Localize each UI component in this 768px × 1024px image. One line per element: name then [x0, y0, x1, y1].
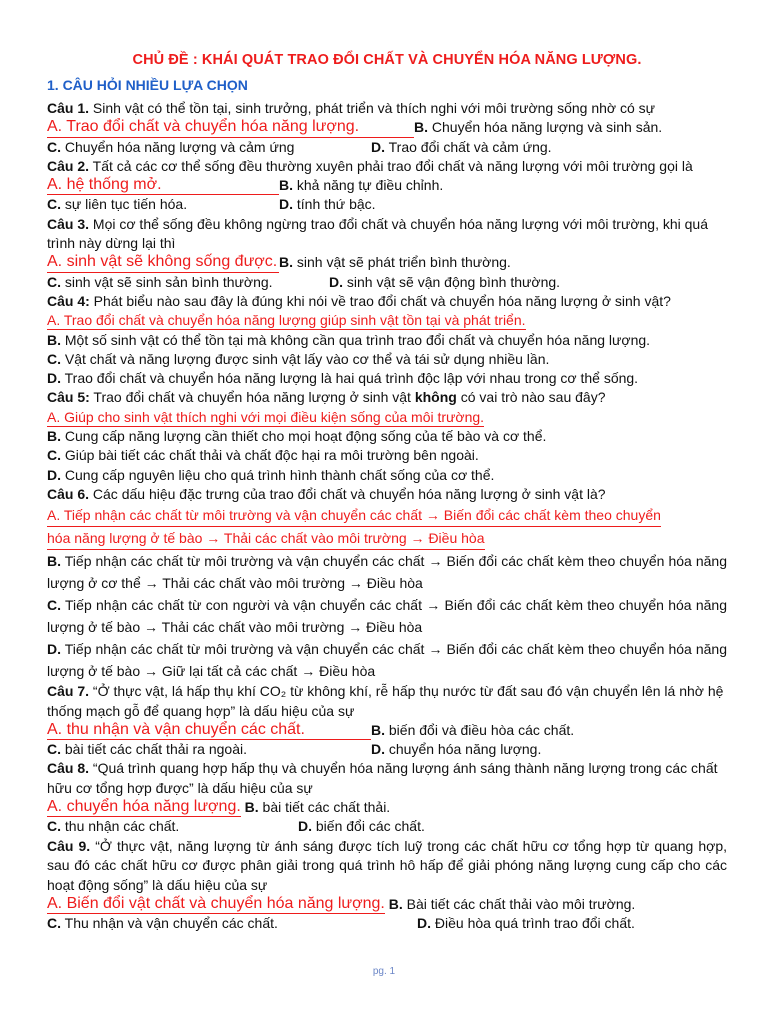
question-7-options-cd: [47, 740, 727, 759]
correct-answer: A. Trao đổi chất và chuyển hóa năng lượng giúp sinh vật tồn tại và phát triển.: [47, 312, 526, 329]
option-b: Một số sinh vật có thể tồn tại mà không cần qua trình trao đổi chất và chuyển hóa năng lượng.: [61, 331, 651, 348]
question-text: “Quá trình quang hợp hấp thụ và chuyển hóa năng lượng ánh sáng thành năng lượng trong các chất hữu cơ tổng hợp được” là dấu hiệu của sự: [47, 760, 718, 796]
question-4-option-c: [47, 350, 727, 369]
option-d: Tiếp nhận các chất từ môi trường và vận chuyển các chất → Biến đổi các chất kèm theo chuyển hóa năng lượng ở tế bào → Giữ lại tất cả các chất → Điều hòa: [47, 641, 727, 680]
option-c: Chuyển hóa năng lượng và cảm ứng: [61, 138, 295, 155]
correct-answer: [47, 504, 727, 550]
question-9-options-cd: [47, 914, 727, 933]
option-letter: C.: [47, 447, 61, 464]
question-5-option-b: [47, 427, 727, 446]
question-8-options-ab: [47, 798, 727, 817]
option-letter: B.: [47, 553, 61, 570]
question-8-options-cd: [47, 817, 727, 836]
correct-answer-line: A. Tiếp nhận các chất từ môi trường và vận chuyển các chất → Biến đổi các chất kèm theo chuyển: [47, 504, 661, 527]
correct-answer: A. chuyển hóa năng lượng.: [47, 798, 241, 817]
question-5-option-c: [47, 446, 727, 465]
question-6-option-b: [47, 550, 727, 594]
document-title: CHỦ ĐỀ : KHÁI QUÁT TRAO ĐỔI CHẤT VÀ CHUYỂN HÓA NĂNG LƯỢNG.: [132, 52, 642, 68]
question-3: [47, 215, 727, 254]
question-3-options-ab: [47, 253, 727, 272]
option-letter: C.: [47, 273, 61, 290]
question-text: Trao đổi chất và chuyển hóa năng lượng ở sinh vật: [89, 389, 415, 406]
document-page: [47, 52, 727, 934]
question-label: Câu 1.: [47, 100, 90, 116]
question-label: Câu 9.: [47, 837, 91, 854]
correct-answer: A. sinh vật sẽ không sống được.: [47, 253, 279, 272]
option-letter: B.: [371, 721, 385, 738]
question-2: [47, 157, 727, 176]
option-c: Vật chất và năng lượng được sinh vật lấy vào cơ thể và tái sử dụng nhiều lần.: [61, 350, 550, 367]
option-c: Giúp bài tiết các chất thải và chất độc hại ra môi trường bên ngoài.: [61, 447, 479, 464]
question-9-options-ab: [47, 895, 727, 914]
option-letter: C.: [47, 350, 61, 367]
question-2-options-ab: [47, 176, 727, 195]
correct-answer: A. Trao đổi chất và chuyển hóa năng lượng.: [47, 118, 414, 137]
option-d: sinh vật sẽ vận động bình thường.: [343, 273, 561, 290]
question-1: [47, 99, 727, 118]
question-1-options-ab: [47, 118, 727, 137]
correct-answer: A. Biến đổi vật chất và chuyển hóa năng lượng.: [47, 895, 385, 914]
question-text: Tất cả các cơ thể sống đều thường xuyên phải trao đổi chất và năng lượng với môi trường gọi là: [89, 157, 693, 174]
question-5-option-d: [47, 466, 727, 485]
option-letter: B.: [279, 254, 293, 271]
option-c: thu nhận các chất.: [61, 818, 180, 835]
option-letter: D.: [279, 196, 293, 213]
question-4-option-d: [47, 369, 727, 388]
question-4: [47, 292, 727, 311]
question-label: Câu 3.: [47, 215, 90, 232]
question-label: Câu 2.: [47, 157, 90, 174]
option-b: khả năng tự điều chỉnh.: [293, 177, 444, 194]
option-letter: B.: [47, 331, 61, 348]
question-6: [47, 485, 727, 504]
option-letter: D.: [47, 466, 61, 483]
question-7: [47, 682, 727, 721]
question-text: Các dấu hiệu đặc trưng của trao đổi chất và chuyển hóa năng lượng ở sinh vật là?: [89, 485, 606, 502]
question-5: [47, 388, 727, 407]
option-d: Trao đổi chất và chuyển hóa năng lượng là hai quá trình độc lập với nhau trong cơ thể sống.: [61, 370, 639, 387]
question-text-emphasis: không: [414, 389, 457, 406]
option-letter: D.: [371, 138, 385, 155]
option-d: Điều hòa quá trình trao đổi chất.: [431, 915, 635, 932]
option-d: chuyển hóa năng lượng.: [385, 741, 542, 758]
question-3-options-cd: [47, 273, 727, 292]
option-d: biến đổi các chất.: [312, 818, 425, 835]
option-d: tính thứ bậc.: [293, 196, 376, 213]
option-letter: D.: [47, 370, 61, 387]
option-letter: D.: [298, 818, 312, 835]
option-letter: C.: [47, 915, 61, 932]
option-c: Thu nhận và vận chuyển các chất.: [61, 915, 278, 932]
option-c: sự liên tục tiến hóa.: [61, 196, 188, 213]
option-letter: C.: [47, 818, 61, 835]
question-6-option-c: [47, 594, 727, 638]
option-letter: C.: [47, 196, 61, 213]
question-label: Câu 5:: [47, 389, 90, 406]
question-7-options-ab: [47, 721, 727, 740]
question-label: Câu 7.: [47, 683, 90, 700]
option-b: biến đổi và điều hòa các chất.: [385, 721, 575, 738]
option-b: Cung cấp năng lượng cần thiết cho mọi hoạt động sống của tế bào và cơ thể.: [61, 428, 547, 445]
question-text: Phát biểu nào sau đây là đúng khi nói về trao đổi chất và chuyển hóa năng lượng ở sinh vật?: [89, 292, 671, 309]
question-1-options-cd: [47, 138, 727, 157]
question-text: “Ở thực vật, lá hấp thụ khí CO₂ từ không khí, rễ hấp thụ nước từ đất sau đó vận chuyển lên lá nhờ hệ thống mạch gỗ để quang hợp” là dấu hiệu của sự: [47, 683, 724, 719]
question-9: [47, 837, 727, 896]
option-c: bài tiết các chất thải ra ngoài.: [61, 741, 247, 758]
correct-answer-line: hóa năng lượng ở tế bào → Thải các chất vào môi trường → Điều hòa: [47, 527, 485, 550]
option-c: Tiếp nhận các chất từ con người và vận chuyển các chất → Biến đổi các chất kèm theo chuyển hóa năng lượng ở tế bào → Thải các chất vào môi trường → Điều hòa: [47, 597, 727, 636]
question-8: [47, 759, 727, 798]
section-heading: 1. CÂU HỎI NHIỀU LỰA CHỌN: [47, 77, 248, 93]
option-letter: B.: [244, 799, 259, 816]
option-b: Chuyển hóa năng lượng và sinh sản.: [428, 119, 663, 136]
question-text: “Ở thực vật, năng lượng từ ánh sáng được tích luỹ trong các chất hữu cơ tổng hợp từ quang hợp, sau đó các chất hữu cơ được phân giải trong quá trình hô hấp để giải phóng năng lượng cung cấp cho các hoạt động sống” là dấu hiệu của sự: [47, 837, 727, 893]
option-d: Cung cấp nguyên liệu cho quá trình hình thành chất sống của cơ thể.: [61, 466, 495, 483]
question-text: có vai trò nào sau đây?: [456, 389, 606, 406]
option-d: Trao đổi chất và cảm ứng.: [385, 138, 552, 155]
correct-answer: A. hệ thống mở.: [47, 176, 279, 195]
option-c: sinh vật sẽ sinh sản bình thường.: [61, 273, 273, 290]
option-letter: B.: [279, 177, 293, 194]
option-b: Tiếp nhận các chất từ môi trường và vận chuyển các chất → Biến đổi các chất kèm theo chuyển hóa năng lượng ở cơ thể → Thải các chất vào môi trường → Điều hòa: [47, 553, 727, 592]
option-letter: B.: [47, 428, 61, 445]
question-text: Mọi cơ thể sống đều không ngừng trao đổi chất và chuyển hóa năng lượng với môi trường, khi quá trình này dừng lại thì: [47, 215, 708, 252]
question-4-option-b: [47, 331, 727, 350]
option-letter: D.: [371, 741, 385, 758]
option-b: Bài tiết các chất thải vào môi trường.: [402, 896, 636, 913]
option-letter: B.: [388, 896, 403, 913]
page-number: pg. 1: [372, 966, 396, 977]
correct-answer: A. thu nhận và vận chuyển các chất.: [47, 721, 371, 740]
question-label: Câu 4:: [47, 292, 90, 309]
option-letter: C.: [47, 597, 61, 614]
correct-answer: A. Giúp cho sinh vật thích nghi với mọi điều kiện sống của môi trường.: [47, 408, 485, 425]
option-letter: C.: [47, 741, 61, 758]
option-letter: B.: [414, 119, 428, 136]
option-b: bài tiết các chất thải.: [258, 799, 391, 816]
option-letter: C.: [47, 138, 61, 155]
option-letter: D.: [47, 641, 61, 658]
option-b: sinh vật sẽ phát triển bình thường.: [293, 254, 511, 271]
question-6-option-d: [47, 638, 727, 682]
question-label: Câu 8.: [47, 760, 90, 777]
question-2-options-cd: [47, 195, 727, 214]
question-label: Câu 6.: [47, 485, 90, 502]
option-letter: D.: [417, 915, 431, 932]
question-text: Sinh vật có thể tồn tại, sinh trưởng, phát triển và thích nghi với môi trường sống nhờ có sự: [89, 100, 656, 116]
option-letter: D.: [329, 273, 343, 290]
